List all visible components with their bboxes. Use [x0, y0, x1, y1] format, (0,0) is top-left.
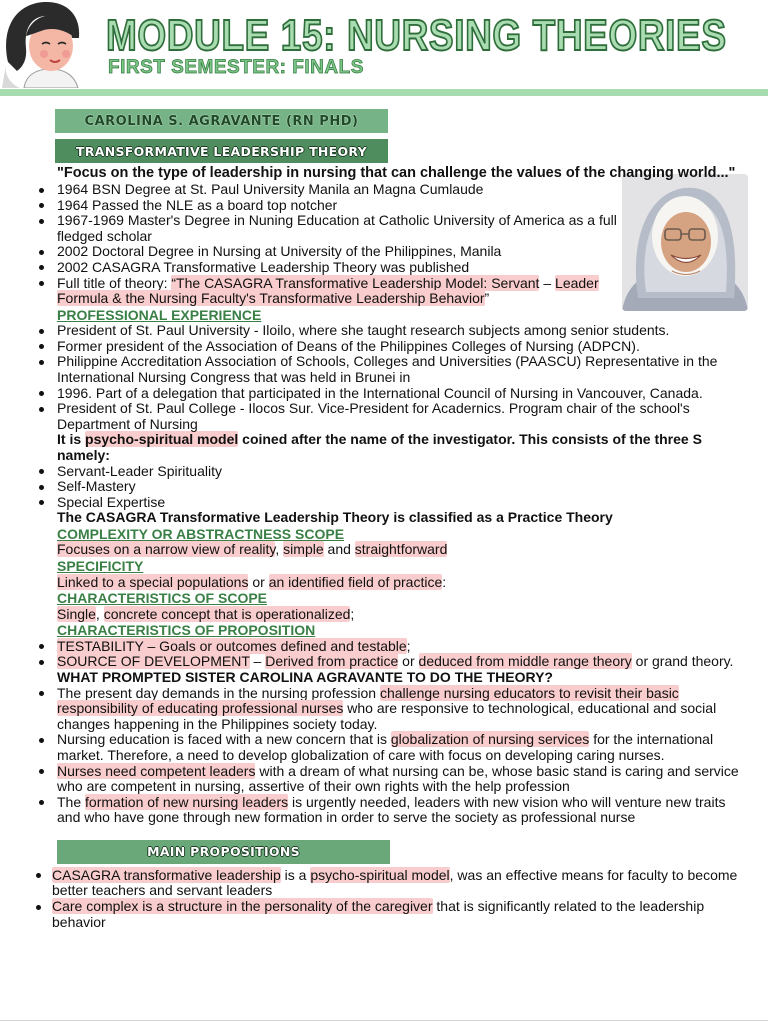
highlighted-text: CASAGRA transformative leadership: [52, 866, 281, 883]
biography-item: [57, 244, 748, 260]
proposition-characteristics-list: [0, 639, 748, 670]
highlighted-text: Care complex is a structure in the personality of the caregiver: [52, 898, 433, 915]
scope-characteristics-heading: CHARACTERISTICS OF SCOPE: [57, 590, 268, 607]
text-segment: –: [539, 274, 556, 291]
text-segment: for the international market. Therefore, a need to develop globalization of care with focus on developing caring nurses.: [57, 731, 714, 763]
text-segment: ;: [406, 637, 411, 654]
text-segment: or: [248, 573, 269, 590]
proposition-characteristics-heading: CHARACTERISTICS OF PROPOSITION: [57, 622, 316, 639]
proposition-item: [52, 899, 748, 930]
highlighted-text: TESTABILITY – Goals or outcomes defined and testable: [57, 637, 407, 654]
highlighted-text: Derived from practice: [265, 653, 399, 670]
text-segment: President of St. Paul College - Ilocos Sur. Vice-President for Acadernics. Program chair of the school's Department of Nursing: [57, 400, 690, 432]
text-segment: ,: [275, 541, 284, 558]
theory-banner: TRANSFORMATIVE LEADERSHIP THEORY: [55, 139, 388, 163]
text-segment: 2002 Doctoral Degree in Nursing at University of the Philippines, Manila: [57, 243, 502, 260]
highlighted-text: Leader Formula & the Nursing Faculty's Transformative Leadership Behavior: [57, 274, 599, 307]
text-segment: 1964 Passed the NLE as a board top notcher: [57, 196, 338, 213]
three-s-intro: [57, 432, 748, 463]
text-segment: It is: [57, 431, 86, 448]
highlighted-text: simple: [283, 541, 324, 558]
text-segment: coined after the name of the investigator. This consists of the three S namely:: [57, 431, 702, 463]
text-segment: Servant-Leader Spirituality: [57, 462, 222, 479]
prompted-item: [57, 795, 748, 826]
highlighted-text: psycho-spiritual model: [310, 866, 450, 883]
professional-experience-list: [0, 323, 748, 432]
main-propositions-banner: MAIN PROPOSITIONS: [57, 840, 390, 864]
biography-item: [57, 182, 748, 198]
text-segment: is a: [280, 866, 311, 883]
focus-quote: "Focus on the type of leadership in nursing that can challenge the values of the changing world...": [57, 165, 736, 181]
cartoon-student-avatar-icon: [0, 0, 86, 88]
experience-item: [57, 339, 748, 355]
scope-characteristics-text: [57, 607, 748, 623]
complexity-text: [57, 542, 748, 558]
three-s-item: [57, 464, 748, 480]
highlighted-text: Single: [57, 605, 96, 622]
text-segment: ;: [350, 605, 355, 622]
text-segment: 1967-1969 Master's Degree in Nuning Education at Catholic University of America as a full fledged scholar: [57, 212, 617, 244]
text-segment: 1996. Part of a delegation that participated in the International Council of Nursing in Vancouver, Canada.: [57, 384, 703, 401]
highlighted-text: formation of new nursing leaders: [85, 793, 289, 810]
biography-item: [57, 276, 748, 307]
main-propositions-list: [0, 868, 748, 930]
highlighted-text: concrete concept that is operationalized: [103, 605, 351, 622]
main-content: [0, 109, 748, 930]
text-segment: 2002 CASAGRA Transformative Leadership Theory was published: [57, 258, 470, 275]
biography-item: [57, 198, 748, 214]
three-s-item: [57, 495, 748, 511]
three-s-item: [57, 479, 748, 495]
text-segment: and: [323, 541, 355, 558]
text-segment: or: [398, 653, 419, 670]
text-segment: ,: [95, 605, 104, 622]
highlighted-text: an identified field of practice: [268, 573, 443, 590]
text-segment: The: [57, 793, 86, 810]
complexity-heading: COMPLEXITY OR ABSTRACTNESS SCOPE: [57, 525, 345, 542]
specificity-text: [57, 575, 748, 591]
highlighted-text: straightforward: [354, 541, 448, 558]
text-segment: , was an effective means for faculty to become better teachers and servant leaders: [52, 866, 738, 899]
page-title: MODULE 15: NURSING THEORIES: [106, 10, 727, 60]
text-segment: Full title of theory:: [57, 274, 172, 291]
professional-experience-heading: PROFESSIONAL EXPERIENCE: [57, 306, 262, 323]
highlighted-text: globalization of nursing services: [390, 731, 590, 748]
text-segment: Former president of the Association of Deans of the Philippines Colleges of Nursing (ADPCN).: [57, 337, 640, 354]
author-banner: CAROLINA S. AGRAVANTE (RN PHD): [55, 109, 388, 133]
text-segment: Nursing education is faced with a new concern that is: [57, 731, 391, 748]
biography-section: [0, 182, 748, 307]
prompted-item: [57, 732, 748, 763]
highlighted-text: SOURCE OF DEVELOPMENT: [57, 653, 250, 670]
text-segment: Self-Mastery: [57, 478, 136, 495]
prompted-list: [0, 686, 748, 826]
page-subtitle: FIRST SEMESTER: FINALS: [108, 57, 364, 78]
highlighted-text: psycho-spiritual model: [85, 431, 239, 448]
text-segment: 1964 BSN Degree at St. Paul University Manila an Magna Cumlaude: [57, 181, 484, 197]
text-segment: The present day demands in the nursing profession: [57, 684, 380, 701]
highlighted-text: Focuses on a narrow view of reality: [57, 541, 276, 558]
text-segment: that is significantly related to the leadership behavior: [52, 898, 705, 930]
highlighted-text: challenge nursing educators to revisit their basic responsibility of educating professional nurses: [57, 684, 679, 717]
proposition-characteristic-item: [57, 639, 748, 655]
theory-classification: The CASAGRA Transformative Leadership Theory is classified as a Practice Theory: [57, 509, 613, 526]
text-segment: :: [442, 573, 447, 590]
text-segment: with a dream of what nursing can be, whose basic stand is caring and service who are competent in nursing, assertive of their own rights with the help profession: [57, 762, 739, 795]
header-divider: [0, 89, 768, 96]
prompted-item: [57, 764, 748, 795]
specificity-heading: SPECIFICITY: [57, 558, 144, 575]
biography-list: [0, 182, 748, 307]
text-segment: who are responsive to technological, educational and social changes happening in the Philippines society today.: [57, 700, 717, 732]
highlighted-text: Linked to a special populations: [57, 573, 249, 590]
proposition-item: [52, 868, 748, 899]
prompted-question: WHAT PROMPTED SISTER CAROLINA AGRAVANTE TO DO THE THEORY?: [57, 668, 553, 685]
three-s-list: [0, 464, 748, 511]
highlighted-text: Nurses need competent leaders: [57, 762, 256, 779]
prompted-item: [57, 686, 748, 733]
text-segment: ”: [484, 290, 490, 307]
text-segment: is urgently needed, leaders with new vision who will venture new traits and who have gone through new formation in order to serve the society as professional nurse: [57, 793, 726, 826]
experience-item: [57, 354, 748, 385]
text-segment: Philippine Accreditation Association of Schools, Colleges and Universities (PAASCU) Representative in the International Nursing Congress that was held in Brunei in: [57, 353, 718, 386]
biography-item: [57, 260, 748, 276]
text-segment: Special Expertise: [57, 493, 166, 510]
experience-item: [57, 323, 748, 339]
proposition-characteristic-item: [57, 654, 748, 670]
experience-item: [57, 386, 748, 402]
biography-item: [57, 213, 748, 244]
text-segment: –: [249, 653, 266, 670]
highlighted-text: “The CASAGRA Transformative Leadership Model: Servant: [171, 274, 540, 291]
highlighted-text: deduced from middle range theory: [418, 653, 632, 670]
experience-item: [57, 401, 748, 432]
page-bottom-rule: [0, 1020, 768, 1021]
text-segment: or grand theory.: [631, 653, 734, 670]
text-segment: President of St. Paul University - Iloilo, where she taught research subjects among senior students.: [57, 322, 670, 339]
